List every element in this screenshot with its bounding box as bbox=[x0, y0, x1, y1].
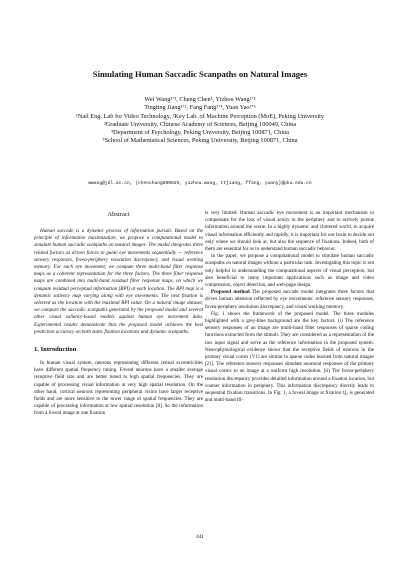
authors-line-1: Wei Wang¹ʼ³, Cheng Chen¹, Yizhou Wang¹ʼ² bbox=[144, 96, 256, 103]
affiliation-3: ⁴Department of Psychology, Peking University, Beijing 100871, China bbox=[110, 129, 290, 137]
introduction-heading: 1. Introduction bbox=[34, 346, 77, 354]
affiliation-2: ³Graduate University, Chinese Academy of Sciences, Beijing 100049, China bbox=[103, 120, 297, 128]
abstract-heading: Abstract bbox=[107, 211, 130, 218]
body-paragraph-1: is very limited. Human saccadic eye movement is an important mechanism to compensate for the loss of visual acuity in the periphery and to actively pursue information around the scene. In a highly dynamic and cluttered world, to acquire visual information efficiently and rapidly, it is important for our brain to decide not only where we should look at, but also the sequence of fixations. Indeed, both of them are essential for us to understand human saccadic behavior. bbox=[205, 210, 374, 253]
body-paragraph-2: In the paper, we propose a computational model to simulate human saccadic scanpaths on natural images without a particular task. Investigating this topic is not only helpful in understanding the computational aspects of visual perception, but also beneficial to many important applications such as image and video compression, object detection, and web-page design. bbox=[205, 253, 374, 289]
page-number: 441 bbox=[196, 534, 204, 540]
abstract-text: Human saccade is a dynamic process of information pursuit. Based on the principle of information maximization, we propose a computational model to simulate human saccadic scanpaths on natural images. The model integrates three related factors as driven forces to guide eye movements sequentially — reference sensory responses, fovea-periphery resolution discrepancy, and visual working memory. For each eye movement, we compute three multi-band filter response maps as a coherent representation for the three factors. The three filter response maps are combined into multi-band residual filter response maps, on which we compute residual perceptual information (RPI) at each location. The RPI map is a dynamic saliency map varying along with eye movements. The next fixation is selected as the location with the maximal RPI value. On a natural image dataset, we compare the saccadic scanpaths generated by the proposed model and several other visual saliency-based models against human eye movement data. Experimental results demonstrate that the proposed model achieves the best prediction accuracy on both static fixation locations and dynamic scanpaths. bbox=[34, 228, 203, 335]
body-paragraph-3 bbox=[205, 289, 374, 311]
author-emails: wwang@jdl.ac.cn, {chenchang880829, yizhou.wang, ttjiang, ffang, yuany}@pku.edu.cn bbox=[88, 181, 312, 186]
introduction-paragraph-1: In human visual system, neurons representing different retinal eccentricities have different spatial frequency tuning. Foveal neurons have a smaller average receptive field size and are better tuned to high spatial frequencies. They are capable of processing visual information at very high spatial resolution. On the other hand, cortical neurons representing peripheral vision have larger receptive fields and are more sensitive to the lower range of spatial frequencies. They are capable of processing information at low spatial resolution [8]. So the information from a foveal image at one fixation bbox=[34, 360, 203, 417]
author-block bbox=[20, 96, 380, 146]
right-column bbox=[205, 210, 374, 404]
paper-title: Simulating Human Saccadic Scanpaths on Natural Images bbox=[92, 69, 308, 79]
body-paragraph-4: Fig. 1 shows the framework of the proposed model. The three modules highlighted with a grey-blue background are the key factors. (i) The reference sensory responses of an image are multi-band filter responses of sparse coding functions extracted from the stimuli. They are considered as a representation of the raw input signal and serve as the reference information in the proposed system. Neurophysiological evidence shows that the receptive fields of neurons in the primary visual cortex (V1) are similar to sparse codes learned from natural images [21]. The reference sensory responses simulate neuronal responses of the primary visual cortex to an image at a uniform high resolution. (ii) The fovea-periphery resolution discrepancy provides detailed information around a fixation location, but coarser information in periphery. This information discrepancy directly leads to sequential fixation transitions. In Fig. 1, a foveal image at fixation Q₁ is generated and multi-band fil- bbox=[205, 310, 374, 404]
proposed-method-text: The proposed saccade model integrates three factors that drives human attention reflected by eye movements: reference sensory responses, fovea-periphery resolution discrepancy, and visual working memory. bbox=[205, 289, 374, 310]
left-column bbox=[34, 210, 203, 418]
affiliation-1: ¹Natl Eng. Lab for Video Technology, ²Key Lab. of Machine Perception (MoE), Peking University bbox=[75, 112, 324, 120]
affiliation-4: ⁵School of Mathematical Sciences, Peking University, Beijing 100871, China bbox=[102, 137, 298, 145]
authors-line-2: Tingting Jiang¹ʼ², Fang Fang²ʼ⁴, Yuan Yao²ʼ⁵ bbox=[144, 104, 256, 112]
proposed-method-label: Proposed method bbox=[211, 289, 250, 296]
